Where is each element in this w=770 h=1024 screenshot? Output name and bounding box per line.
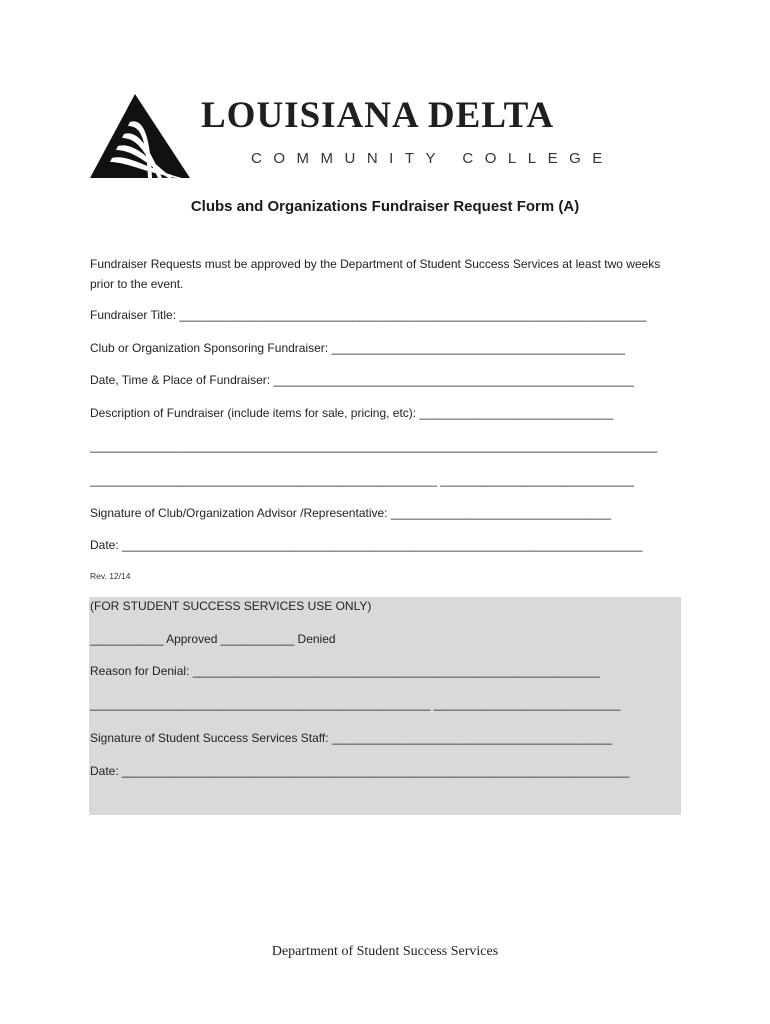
college-name: LOUISIANA DELTA <box>201 95 555 136</box>
delta-triangle-logo-icon <box>90 92 190 180</box>
office-date-field[interactable]: Date: ____________________________________________________________________________ <box>90 764 630 778</box>
office-use-heading: (FOR STUDENT SUCCESS SERVICES USE ONLY) <box>90 599 372 613</box>
description-line-2[interactable]: _____________________________________________________________________________________ <box>90 439 658 453</box>
office-use-box <box>89 597 681 815</box>
description-field[interactable]: Description of Fundraiser (include items for sale, pricing, etc): _____________________________ <box>90 406 614 420</box>
revision-note: Rev. 12/14 <box>90 571 131 581</box>
fundraiser-title-field[interactable]: Fundraiser Title: ______________________________________________________________________ <box>90 308 647 322</box>
approval-field[interactable]: ___________ Approved ___________ Denied <box>90 632 336 646</box>
staff-signature-field[interactable]: Signature of Student Success Services Staff: __________________________________________ <box>90 731 613 745</box>
date-time-place-field[interactable]: Date, Time & Place of Fundraiser: ______________________________________________________ <box>90 373 634 387</box>
date-field[interactable]: Date: ______________________________________________________________________________ <box>90 538 643 552</box>
footer-department: Department of Student Success Services <box>271 944 499 959</box>
form-title: Clubs and Organizations Fundraiser Request Form (A) <box>190 198 580 215</box>
college-subtitle: COMMUNITY COLLEGE <box>251 150 614 167</box>
advisor-signature-field[interactable]: Signature of Club/Organization Advisor /Representative: _________________________________ <box>90 506 612 520</box>
form-intro: Fundraiser Requests must be approved by the Department of Student Success Services at least two weeks prior to the event. <box>90 257 661 291</box>
description-line-3[interactable]: ____________________________________________________ _____________________________ <box>90 473 634 487</box>
college-logo <box>90 92 650 184</box>
sponsoring-club-field[interactable]: Club or Organization Sponsoring Fundraiser: ____________________________________________ <box>90 341 626 355</box>
reason-for-denial-field[interactable]: Reason for Denial: _____________________________________________________________ <box>90 664 600 678</box>
reason-line-2[interactable]: ___________________________________________________ ____________________________ <box>90 697 621 711</box>
